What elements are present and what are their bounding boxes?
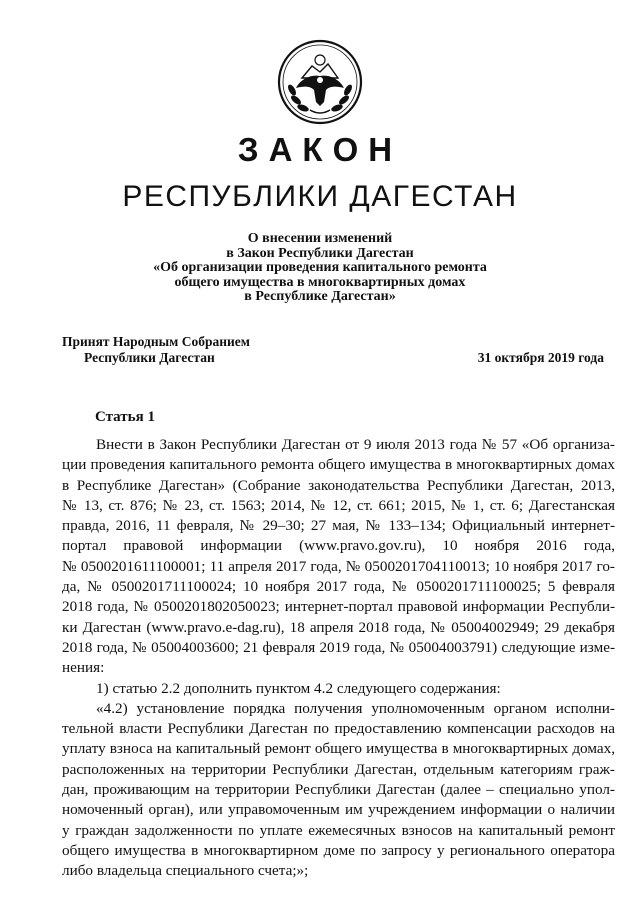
body-line: ции проведения капитального ремонта общего имущества в многоквартирных домах [62, 456, 615, 474]
body-line: у граждан задолженности по уплате ежемесячных взносов на капитальный ремонт [62, 821, 615, 839]
body-line: 2018 года, № 0500201802050023; интернет-портал правовой информации Республи- [62, 598, 615, 616]
law-subtitle [110, 232, 530, 305]
body-line: 2018 года, № 05004003600; 21 февраля 2019 года, № 05004003791) следующие изме- [62, 638, 615, 656]
subtitle-line: в Республике Дагестан» [244, 289, 396, 304]
body-line: 1) статью 2.2 дополнить пунктом 4.2 следующего содержания: [96, 679, 501, 697]
adoption-line: Принят Народным Собранием [62, 334, 250, 349]
document-issuer: РЕСПУБЛИКИ ДАГЕСТАН [122, 180, 518, 213]
body-line: расположенных на территории Республики Дагестан, отдельным категориям граж- [62, 760, 615, 778]
body-line: ки Дагестан (www.pravo.e-dag.ru), 18 апреля 2018 года, № 05004002949; 29 декабря [62, 618, 615, 636]
article-body [62, 435, 615, 882]
document-title: ЗАКОН [237, 131, 403, 168]
adoption-date: 31 октября 2019 года [477, 350, 604, 365]
adoption-line: Республики Дагестан [84, 350, 215, 365]
body-line: портал правовой информации (www.pravo.gov.ru), 10 ноября 2016 года, [62, 537, 615, 555]
body-line: номоченный орган), или управомоченным им учреждением информации о наличии [62, 801, 615, 819]
body-line: общего имущества в многоквартирном доме по запросу у регионального оператора [62, 841, 615, 859]
body-line: уплату взноса на капитальный ремонт общего имущества в многоквартирных домах, [62, 740, 615, 758]
body-line: № 13, ст. 876; № 23, ст. 1563; 2014, № 12, ст. 661; 2015, № 1, ст. 6; Дагестанская [62, 496, 615, 514]
body-line: дан, проживающим на территории Республики Дагестан (далее – специально упол- [62, 781, 615, 799]
body-line: «4.2) установление порядка получения уполномоченным органом исполни- [96, 699, 615, 717]
body-line: либо владельца специального счета;»; [62, 862, 309, 880]
coat-of-arms-emblem [276, 38, 364, 126]
subtitle-line: «Об организации проведения капитального ремонта [153, 260, 487, 275]
body-line: да, № 0500201711100024; 10 ноября 2017 года, № 0500201711100025; 5 февраля [62, 578, 615, 596]
body-line: правда, 2016, 11 февраля, № 29–30; 27 мая, № 133–134; Официальный интернет- [62, 517, 615, 535]
body-line: в Республике Дагестан» (Собрание законодательства Республики Дагестан, 2013, [62, 476, 615, 494]
subtitle-line: в Закон Республики Дагестан [226, 245, 414, 261]
body-line: нения: [62, 659, 105, 677]
body-line: тельной власти Республики Дагестан по предоставлению компенсации расходов на [62, 720, 615, 738]
body-line: Внести в Закон Республики Дагестан от 9 июля 2013 года № 57 «Об организа- [96, 436, 615, 453]
subtitle-line: О внесении изменений [247, 231, 393, 246]
body-line: № 0500201611100001; 11 апреля 2017 года, № 0500201704110013; 10 ноября 2017 го- [62, 557, 615, 575]
article-heading: Статья 1 [95, 409, 155, 425]
adoption-block [62, 334, 250, 366]
subtitle-line: общего имущества в многоквартирных домах [174, 274, 466, 290]
